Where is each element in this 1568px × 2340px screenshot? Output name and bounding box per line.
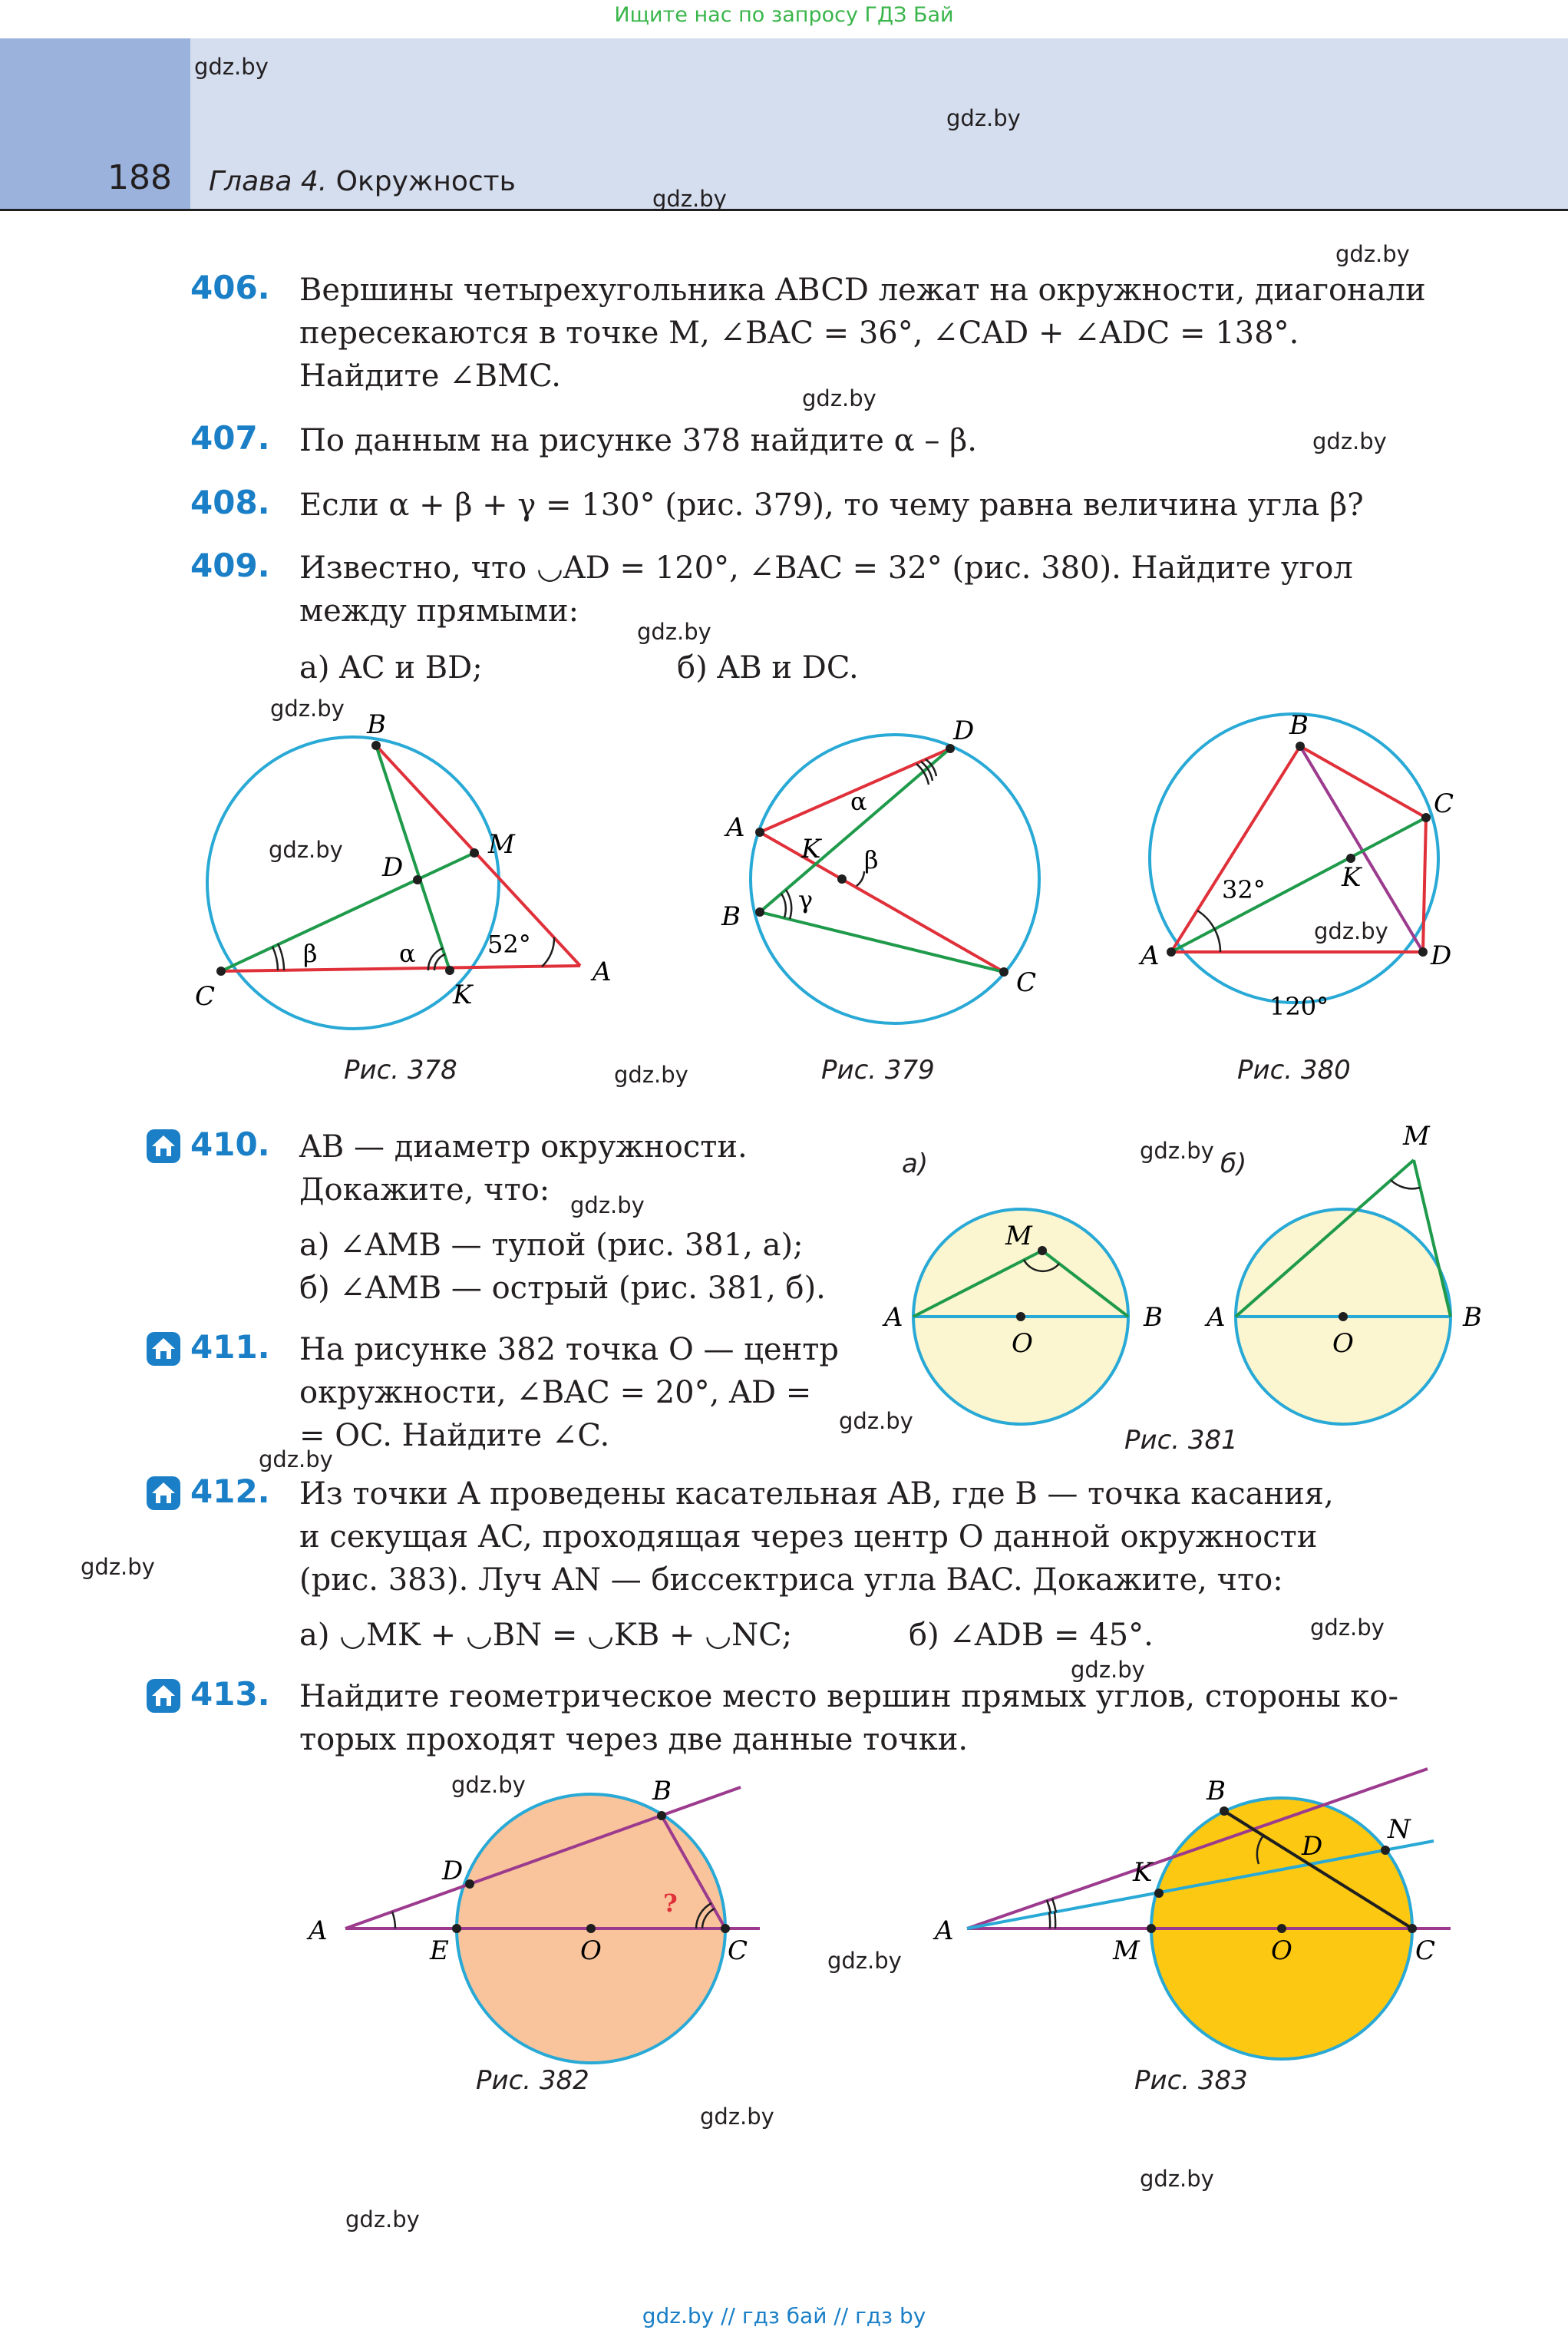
segment-BA	[376, 745, 580, 966]
figure-380	[1121, 699, 1520, 1036]
problem-409-part-a: а) AC и BD;	[299, 650, 483, 686]
figure-382	[299, 1766, 791, 2073]
house-icon	[146, 1331, 181, 1367]
point-label: A	[935, 1915, 954, 1946]
problem-410-text	[299, 1125, 883, 1211]
watermark: gdz.by	[637, 619, 711, 645]
figure-caption-380: Рис. 380	[1237, 1055, 1351, 1086]
problem-411-line: окружности, ∠BAC = 20°, AD =	[299, 1375, 812, 1410]
point-label: C	[195, 981, 216, 1012]
point-label: A	[884, 1302, 903, 1333]
problem-number-410: 410.	[190, 1125, 270, 1163]
problem-411-line: = OC. Найдите ∠C.	[299, 1418, 610, 1453]
figure-caption-383: Рис. 383	[1134, 2065, 1248, 2096]
problem-406-text	[299, 269, 1451, 398]
point-label: E	[430, 1935, 449, 1966]
problem-410-part-b: б) ∠AMB — острый (рис. 381, б).	[299, 1271, 826, 1306]
header-divider	[0, 209, 1568, 211]
problem-413-text	[299, 1675, 1451, 1761]
problem-412-part-a: а) ◡MK + ◡BN = ◡KB + ◡NC;	[299, 1618, 793, 1653]
segment-CD	[1423, 818, 1426, 952]
watermark: gdz.by	[270, 696, 345, 722]
point-label: C	[728, 1935, 748, 1966]
segment-BD	[1300, 746, 1423, 952]
house-icon	[146, 1476, 181, 1511]
problem-412-line: (рис. 383). Луч AN — биссектриса угла BAC. Докажите, что:	[299, 1562, 1283, 1598]
point-label: C	[1434, 788, 1454, 819]
angle-label-gamma: γ	[798, 885, 814, 914]
point-label: D	[953, 716, 975, 746]
segment-BA	[1171, 746, 1300, 952]
problem-410-line: AB — диаметр окружности.	[299, 1129, 748, 1165]
figure-381-a	[875, 1186, 1182, 1447]
watermark: gdz.by	[827, 1948, 902, 1974]
figure-381-b	[1197, 1117, 1543, 1447]
segment-AC	[1171, 818, 1426, 952]
point-label: A	[726, 812, 745, 843]
problem-412-line: и секущая AC, проходящая через центр O данной окружности	[299, 1519, 1318, 1555]
segment-CM	[221, 853, 474, 971]
problem-411-line: На рисунке 382 точка O — центр	[299, 1332, 839, 1367]
point-label: M	[488, 829, 515, 860]
problem-number-408: 408.	[190, 484, 270, 521]
point-label: A	[593, 957, 612, 987]
point-label: B	[367, 709, 386, 740]
chapter-name: Окружность	[335, 166, 516, 197]
unknown-angle-mark: ?	[663, 1889, 678, 1918]
figure-378	[169, 702, 645, 1071]
point-label: D	[442, 1856, 464, 1886]
point-label: O	[1332, 1328, 1354, 1359]
point-label: C	[1016, 967, 1037, 998]
angle-label-beta: β	[864, 845, 879, 874]
point-label: K	[1133, 1857, 1153, 1888]
problem-410-line: Докажите, что:	[299, 1172, 550, 1208]
problem-412-line: Из точки A проведены касательная AB, где B — точка касания,	[299, 1476, 1334, 1512]
figure-caption-378: Рис. 378	[344, 1055, 457, 1086]
problem-409-part-b: б) AB и DC.	[677, 650, 859, 686]
arc-label-120: 120°	[1269, 992, 1329, 1021]
figure-381-label-b: б)	[1220, 1149, 1247, 1179]
problem-413-line: торых проходят через две данные точки.	[299, 1722, 969, 1757]
point-label: D	[382, 852, 404, 883]
figure-383	[921, 1766, 1504, 2073]
chapter-label: Глава 4.	[209, 166, 328, 197]
point-label: D	[1302, 1831, 1323, 1862]
house-icon	[146, 1678, 181, 1714]
angle-label-alpha: α	[850, 787, 867, 816]
footer-link-gdz-by-ru[interactable]: гдз by	[855, 2303, 926, 2328]
footer-links	[0, 2303, 1568, 2328]
problem-410-parts	[299, 1224, 883, 1310]
watermark: gdz.by	[1071, 1657, 1145, 1683]
point-label: A	[1207, 1302, 1226, 1333]
figure-379	[714, 710, 1074, 1048]
watermark: gdz.by	[614, 1062, 688, 1088]
watermark: gdz.by	[345, 2206, 420, 2233]
point-label: B	[652, 1776, 672, 1806]
angle-label-52: 52°	[487, 930, 531, 959]
watermark: gdz.by	[839, 1408, 913, 1434]
watermark: gdz.by	[570, 1192, 645, 1218]
watermark: gdz.by	[802, 385, 876, 411]
problem-412-text	[299, 1472, 1451, 1601]
point-label: B	[721, 901, 741, 932]
angle-label-32: 32°	[1222, 875, 1266, 904]
problem-407-text: По данным на рисунке 378 найдите α – β.	[299, 423, 977, 458]
watermark: gdz.by	[269, 837, 343, 863]
problem-410-part-a: а) ∠AMB — тупой (рис. 381, а);	[299, 1228, 804, 1263]
angle-label-beta: β	[303, 939, 318, 968]
circle	[751, 735, 1039, 1023]
watermark: gdz.by	[1140, 2166, 1214, 2192]
footer-link-gdz-bai[interactable]: гдз бай	[741, 2303, 827, 2328]
problem-number-407: 407.	[190, 419, 270, 457]
problem-number-406: 406.	[190, 269, 270, 306]
problem-413-line: Найдите геометрическое место вершин прямых углов, стороны ко-	[299, 1679, 1398, 1714]
problem-number-413: 413.	[190, 1675, 270, 1713]
problem-406-line: пересекаются в точке M, ∠BAC = 36°, ∠CAD + ∠ADC = 138°.	[299, 316, 1299, 351]
watermark: gdz.by	[1312, 428, 1387, 454]
problem-number-409: 409.	[190, 547, 270, 584]
search-banner[interactable]: Ищите нас по запросу ГДЗ Бай	[614, 3, 954, 27]
point-label: B	[1289, 710, 1309, 741]
figure-caption-382: Рис. 382	[476, 2065, 589, 2096]
watermark: gdz.by	[700, 2104, 774, 2130]
problem-409-text	[299, 547, 1451, 633]
angle-label-alpha: α	[399, 939, 416, 968]
problem-409-line: Известно, что ◡AD = 120°, ∠BAC = 32° (рис. 380). Найдите угол	[299, 550, 1353, 586]
point-label: C	[1415, 1935, 1436, 1966]
point-label: B	[1463, 1302, 1482, 1333]
watermark: gdz.by	[1335, 241, 1410, 267]
footer-link-gdz-by[interactable]: gdz.by	[642, 2303, 715, 2328]
watermark: gdz.by	[1314, 918, 1388, 944]
watermark: gdz.by	[1140, 1138, 1214, 1164]
page-number: 188	[107, 158, 172, 197]
point-label: O	[580, 1935, 602, 1966]
point-label: K	[1342, 862, 1362, 893]
footer-separator: //	[834, 2303, 849, 2328]
footer-separator: //	[721, 2303, 735, 2328]
problem-number-412: 412.	[190, 1472, 270, 1510]
problem-406-line: Вершины четырехугольника ABCD лежат на окружности, диагонали	[299, 273, 1426, 308]
figure-381-label-a: а)	[902, 1149, 929, 1179]
point-label: M	[1403, 1121, 1430, 1152]
watermark: gdz.by	[652, 186, 727, 212]
problem-409-line: между прямыми:	[299, 593, 579, 629]
problem-412-part-b: б) ∠ADB = 45°.	[909, 1618, 1154, 1653]
point-label: A	[1141, 940, 1160, 971]
point-label: K	[801, 834, 821, 864]
point-label: B	[1144, 1302, 1163, 1333]
watermark: gdz.by	[81, 1554, 155, 1580]
point-label: K	[453, 980, 473, 1010]
point-label: O	[1012, 1328, 1033, 1359]
watermark: gdz.by	[259, 1446, 333, 1472]
segment-AC	[760, 832, 1004, 972]
point-label: N	[1388, 1814, 1411, 1845]
point-label: M	[1113, 1935, 1140, 1966]
point-label: A	[309, 1915, 328, 1946]
problem-408-text: Если α + β + γ = 130° (рис. 379), то чему равна величина угла β?	[299, 488, 1364, 523]
figure-caption-381: Рис. 381	[1124, 1425, 1238, 1456]
point-label: D	[1431, 940, 1452, 971]
watermark: gdz.by	[194, 54, 269, 80]
watermark: gdz.by	[451, 1772, 526, 1798]
house-icon	[146, 1129, 181, 1164]
watermark: gdz.by	[946, 105, 1021, 131]
problem-number-411: 411.	[190, 1328, 270, 1366]
watermark: gdz.by	[1310, 1615, 1385, 1641]
point-label: M	[1005, 1221, 1032, 1251]
point-label: O	[1271, 1935, 1292, 1966]
segment-BC	[760, 912, 1004, 972]
figure-caption-379: Рис. 379	[821, 1055, 935, 1086]
segment-BC	[1300, 746, 1426, 818]
chapter-title	[209, 166, 516, 197]
problem-406-line: Найдите ∠BMC.	[299, 359, 561, 394]
point-label: B	[1207, 1776, 1226, 1806]
problem-411-text	[299, 1328, 852, 1457]
